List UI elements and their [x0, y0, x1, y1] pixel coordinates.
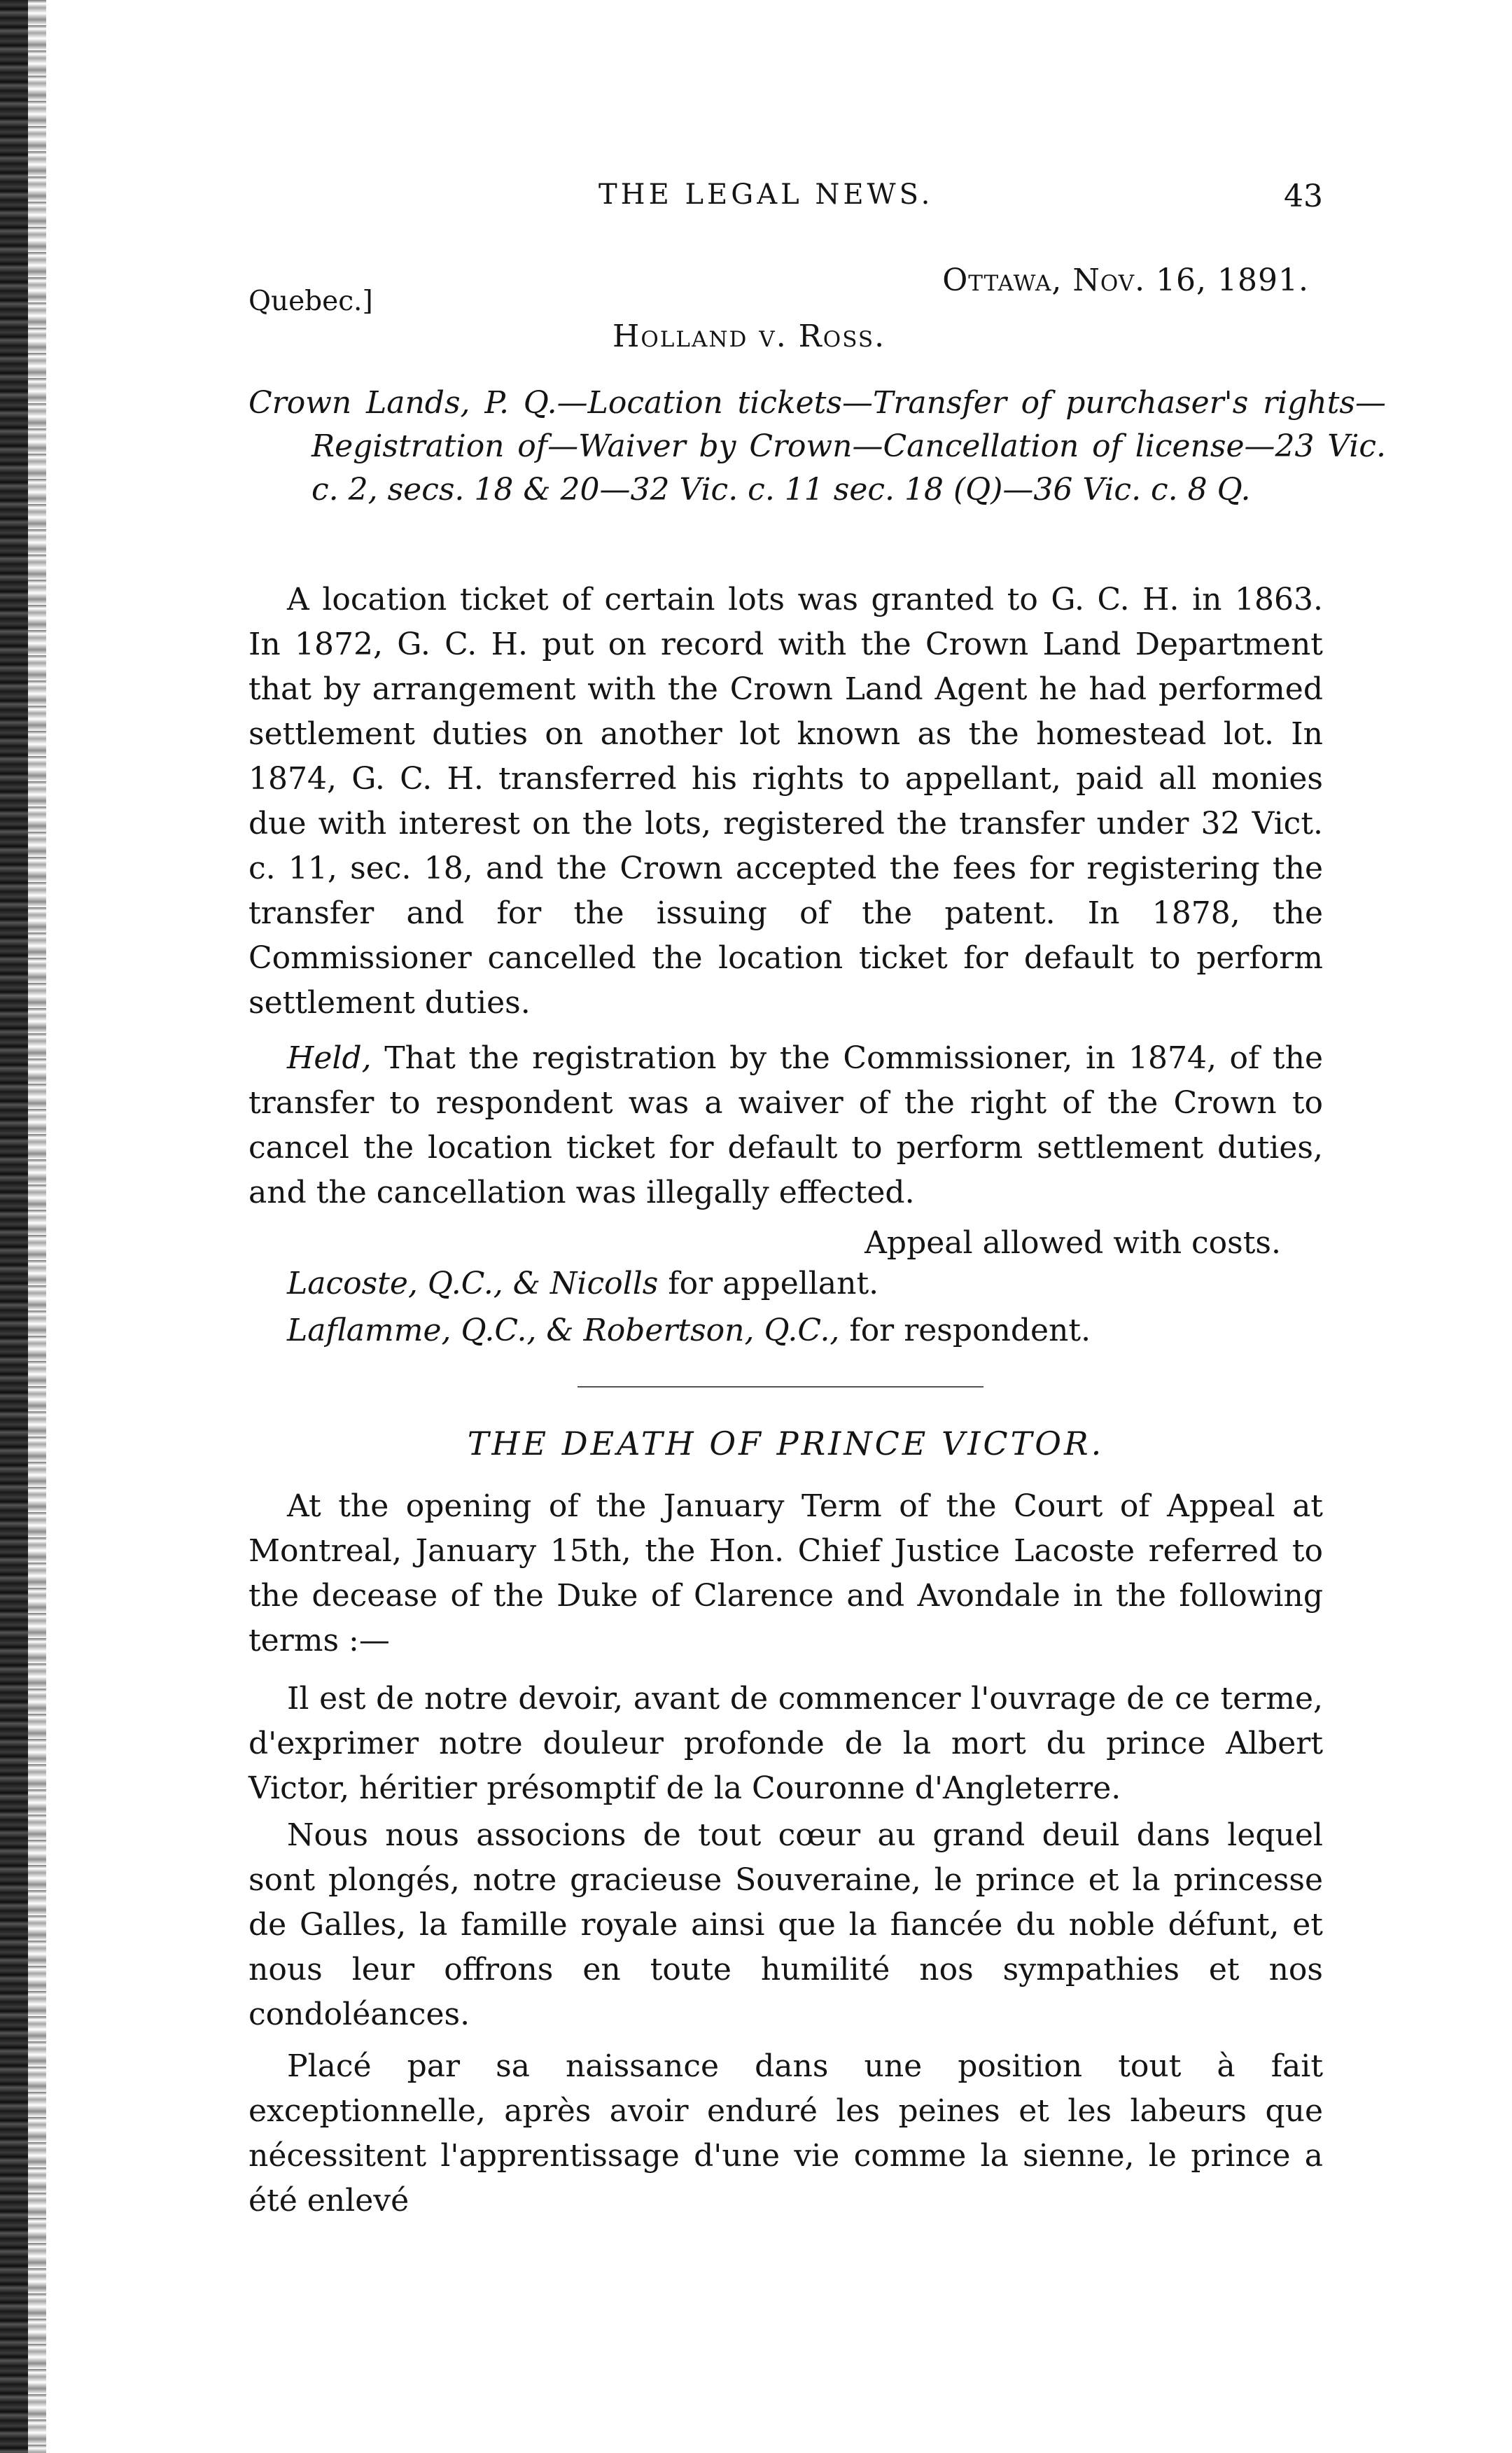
counsel-appellant	[287, 1266, 878, 1301]
french-paragraph-2: Nous nous associons de tout cœur au grand deuil dans lequel sont plongés, notre gracieuse Souveraine, le prince et la princesse de Galles, la famille royale ainsi que la fiancée du noble défunt, et nous leur offrons en toute humilité nos sympathies et nos condoléances.	[248, 1817, 1323, 2032]
counsel-respondent-role: for respondent.	[839, 1313, 1091, 1348]
case-head-note: Crown Lands, P. Q.—Location tickets—Transfer of purchaser's rights—Registration of—Waiver by Crown—Cancellation of license—23 Vic. c. 2, secs. 18 & 20—32 Vic. c. 11 sec. 18 (Q)—36 Vic. c. 8 Q.	[248, 385, 1386, 508]
case-held-paragraph	[248, 1036, 1323, 1215]
counsel-appellant-role: for appellant.	[658, 1266, 879, 1301]
section-divider	[578, 1386, 983, 1388]
page-header	[248, 179, 1323, 221]
held-label: Held,	[287, 1040, 372, 1076]
binding-shadow	[28, 0, 46, 2453]
case-result: Appeal allowed with costs.	[864, 1225, 1281, 1261]
article-intro-paragraph: At the opening of the January Term of the Court of Appeal at Montreal, January 15th, the Hon. Chief Justice Lacoste referred to the decease of the Duke of Clarence and Avondale in the following terms :—	[248, 1488, 1323, 1658]
held-text: That the registration by the Commissioner, in 1874, of the transfer to respondent was a waiver of the right of the Crown to cancel the location ticket for default to perform settlement duties, and the cancellation was illegally effected.	[248, 1040, 1323, 1210]
running-head: THE LEGAL NEWS.	[598, 179, 934, 211]
case-facts-paragraph: A location ticket of certain lots was granted to G. C. H. in 1863. In 1872, G. C. H. put on record with the Crown Land Department that by arrangement with the Crown Land Agent he had performed settlement duties on another lot known as the homestead lot. In 1874, G. C. H. transferred his rights to appellant, paid all monies due with interest on the lots, registered the transfer under 32 Vict. c. 11, sec. 18, and the Crown accepted the fees for registering the transfer and for the issuing of the patent. In 1878, the Commissioner cancelled the location ticket for default to perform settlement duties.	[248, 582, 1323, 1021]
french-paragraph-3: Placé par sa naissance dans une position tout à fait exceptionnelle, après avoir enduré les peines et les labeurs que nécessitent l'apprentissage d'une vie comme la sienne, le prince a été enlevé	[248, 2048, 1323, 2218]
counsel-respondent-names: Laflamme, Q.C., & Robertson, Q.C.,	[287, 1313, 840, 1348]
case-dateline: Ottawa, Nov. 16, 1891.	[942, 263, 1309, 298]
case-name: Holland v. Ross.	[612, 319, 886, 354]
article-title: THE DEATH OF PRINCE VICTOR.	[467, 1425, 1105, 1462]
page-number: 43	[1284, 179, 1323, 214]
court-label: Quebec.]	[248, 286, 373, 317]
counsel-respondent	[287, 1313, 1091, 1348]
book-binding-edge	[0, 0, 28, 2453]
french-paragraph-1: Il est de notre devoir, avant de commencer l'ouvrage de ce terme, d'exprimer notre douleur profonde de la mort du prince Albert Victor, héritier présomptif de la Couronne d'Angleterre.	[248, 1681, 1323, 1806]
counsel-appellant-names: Lacoste, Q.C., & Nicolls	[287, 1266, 659, 1301]
